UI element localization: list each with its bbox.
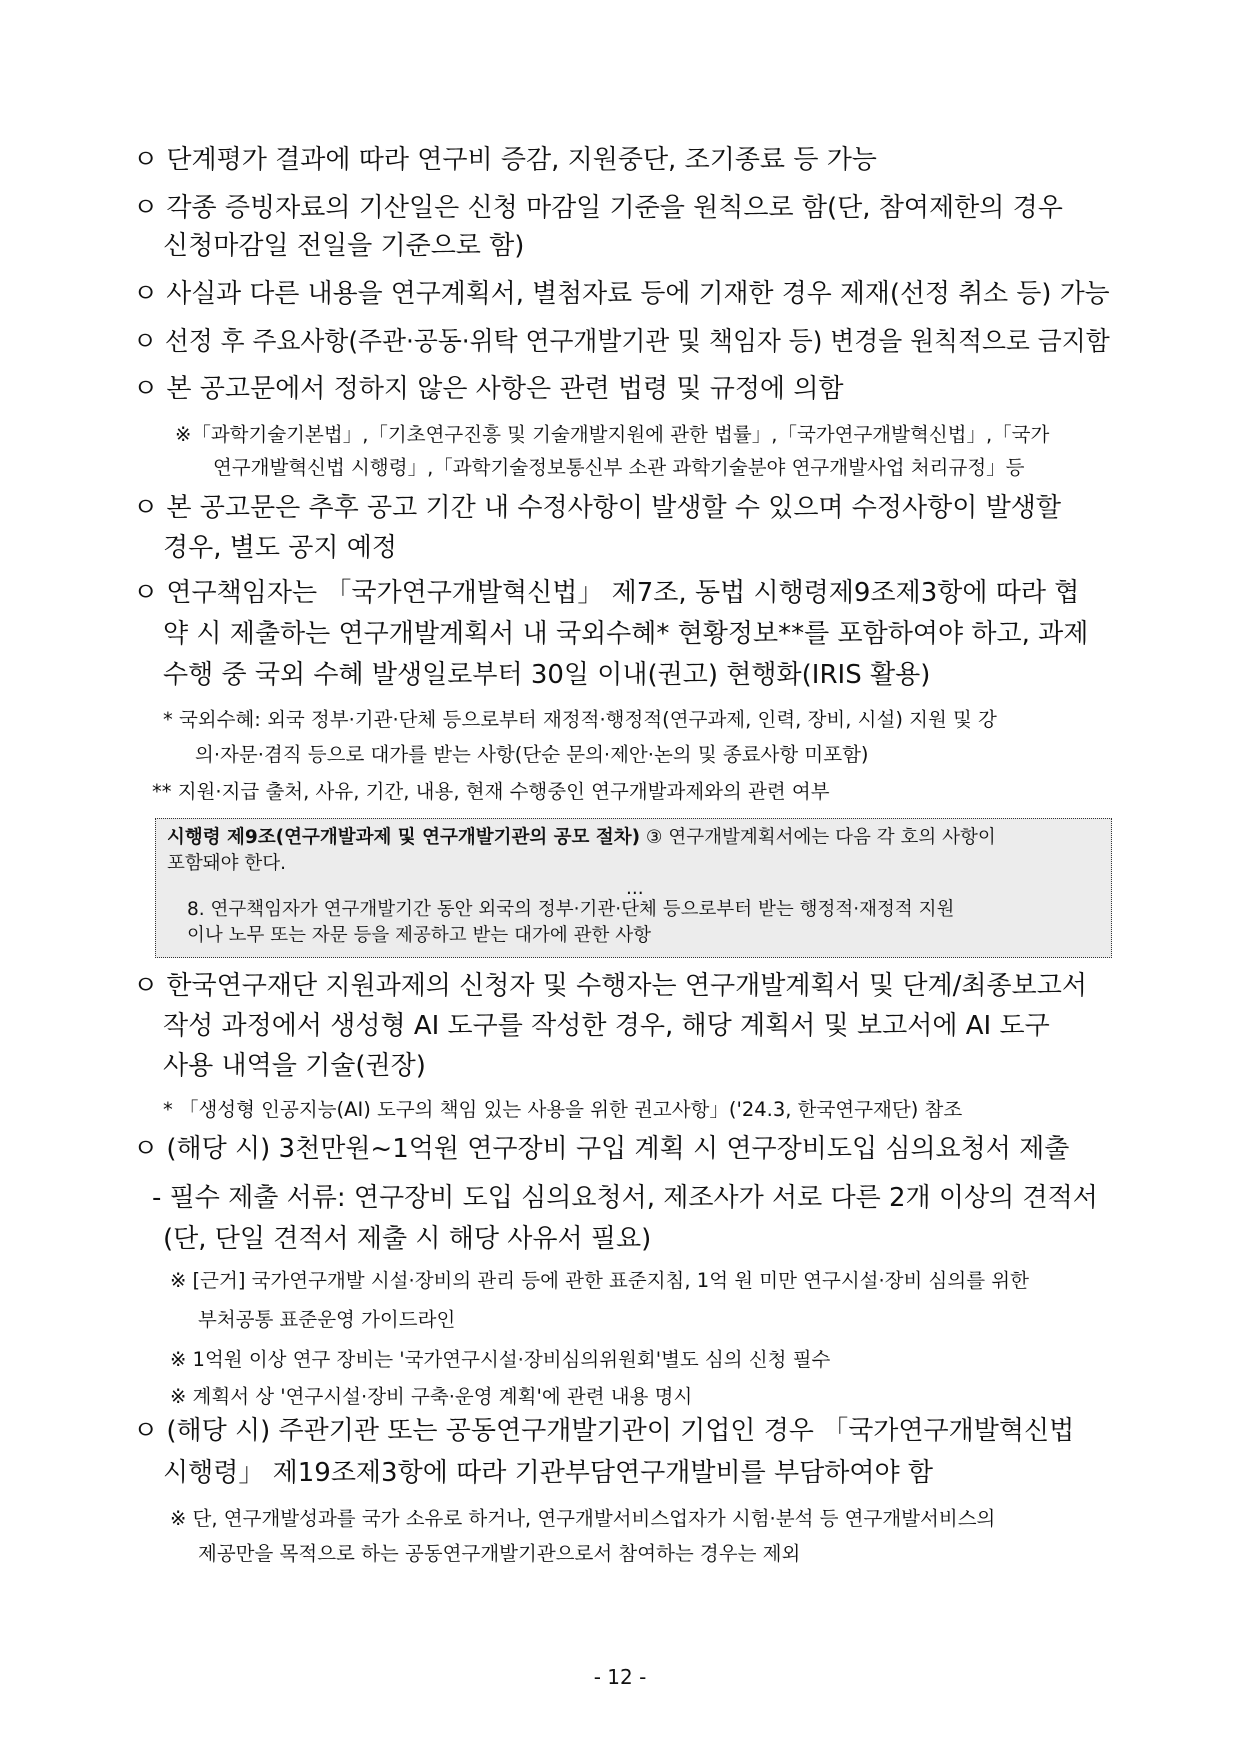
- regulation-box: [155, 818, 1112, 958]
- regulation-box-line2: 포함돼야 한다.: [167, 853, 286, 874]
- note-continuation: 부처공통 표준운영 가이드라인: [198, 1308, 456, 1331]
- note-line: ※ [근거] 국가연구개발 시설·장비의 관리 등에 관한 표준지침, 1억 원 미만 연구시설·장비 심의를 위한: [170, 1269, 1029, 1292]
- note-line: ※ 계획서 상 '연구시설·장비 구축·운영 계획'에 관련 내용 명시: [170, 1385, 693, 1408]
- bullet-line: ㅇ 연구책임자는 「국가연구개발혁신법」 제7조, 동법 시행령제9조제3항에 따라 협: [133, 578, 1080, 608]
- regulation-text: ③ 연구개발계획서에는 다음 각 호의 사항이: [640, 827, 996, 848]
- continuation-line: 수행 중 국외 수혜 발생일로부터 30일 이내(권고) 현행화(IRIS 활용): [163, 660, 931, 690]
- bullet-line: ㅇ (해당 시) 주관기관 또는 공동연구개발기관이 기업인 경우 「국가연구개발혁신법: [133, 1416, 1075, 1446]
- regulation-box-line1: [167, 829, 996, 848]
- dash-line: - 필수 제출 서류: 연구장비 도입 심의요청서, 제조사가 서로 다른 2개 이상의 견적서: [152, 1183, 1098, 1213]
- page-number: - 12 -: [593, 1665, 647, 1689]
- footnote-line: * 국외수혜: 외국 정부·기관·단체 등으로부터 재정적·행정적(연구과제, 인력, 장비, 시설) 지원 및 강: [163, 708, 997, 731]
- continuation-line: 작성 과정에서 생성형 AI 도구를 작성한 경우, 해당 계획서 및 보고서에 AI 도구: [163, 1011, 1050, 1041]
- continuation-line: 신청마감일 전일을 기준으로 함): [163, 231, 525, 261]
- note-line: ※ 1억원 이상 연구 장비는 '국가연구시설·장비심의위원회'별도 심의 신청 필수: [170, 1348, 831, 1371]
- regulation-ellipsis: ...: [626, 878, 644, 899]
- bullet-line: ㅇ 한국연구재단 지원과제의 신청자 및 수행자는 연구개발계획서 및 단계/최종보고서: [133, 971, 1087, 1001]
- note-line: ※「과학기술기본법」,「기초연구진흥 및 기술개발지원에 관한 법률」,「국가연구개발혁신법」,「국가: [175, 423, 1050, 446]
- regulation-item-8: 8. 연구책임자가 연구개발기간 동안 외국의 정부·기관·단체 등으로부터 받는 행정적·재정적 지원: [187, 899, 955, 920]
- bullet-line: ㅇ 선정 후 주요사항(주관·공동·위탁 연구개발기관 및 책임자 등) 변경을 원칙적으로 금지함: [133, 327, 1110, 357]
- continuation-line: (단, 단일 견적서 제출 시 해당 사유서 필요): [163, 1224, 652, 1254]
- bullet-line: ㅇ 본 공고문은 추후 공고 기간 내 수정사항이 발생할 수 있으며 수정사항이 발생할: [133, 493, 1062, 523]
- footnote-line: ** 지원·지급 출처, 사유, 기간, 내용, 현재 수행중인 연구개발과제와의 관련 여부: [152, 780, 830, 803]
- regulation-item-8-continuation: 이나 노무 또는 자문 등을 제공하고 받는 대가에 관한 사항: [187, 925, 651, 946]
- continuation-line: 경우, 별도 공지 예정: [163, 533, 397, 563]
- bullet-line: ㅇ 단계평가 결과에 따라 연구비 증감, 지원중단, 조기종료 등 가능: [133, 145, 877, 175]
- bullet-line: ㅇ 본 공고문에서 정하지 않은 사항은 관련 법령 및 규정에 의함: [133, 374, 844, 404]
- continuation-line: 약 시 제출하는 연구개발계획서 내 국외수혜* 현황정보**를 포함하여야 하고, 과제: [163, 619, 1089, 649]
- footnote-line: * 「생성형 인공지능(AI) 도구의 책임 있는 사용을 위한 권고사항」('24.3, 한국연구재단) 참조: [163, 1098, 963, 1121]
- bullet-line: ㅇ 각종 증빙자료의 기산일은 신청 마감일 기준을 원칙으로 함(단, 참여제한의 경우: [133, 193, 1063, 223]
- bullet-line: ㅇ (해당 시) 3천만원~1억원 연구장비 구입 계획 시 연구장비도입 심의요청서 제출: [133, 1134, 1070, 1164]
- note-line: ※ 단, 연구개발성과를 국가 소유로 하거나, 연구개발서비스업자가 시험·분석 등 연구개발서비스의: [170, 1507, 996, 1530]
- note-continuation: 연구개발혁신법 시행령」,「과학기술정보통신부 소관 과학기술분야 연구개발사업 처리규정」등: [213, 456, 1025, 479]
- continuation-line: 사용 내역을 기술(권장): [163, 1051, 426, 1081]
- note-continuation: 제공만을 목적으로 하는 공동연구개발기관으로서 참여하는 경우는 제외: [198, 1542, 801, 1565]
- regulation-title: 시행령 제9조(연구개발과제 및 연구개발기관의 공모 절차): [167, 827, 641, 848]
- footnote-continuation: 의·자문·겸직 등으로 대가를 받는 사항(단순 문의·제안·논의 및 종료사항 미포함): [195, 743, 869, 766]
- continuation-line: 시행령」 제19조제3항에 따라 기관부담연구개발비를 부담하여야 함: [163, 1458, 933, 1488]
- bullet-line: ㅇ 사실과 다른 내용을 연구계획서, 별첨자료 등에 기재한 경우 제재(선정 취소 등) 가능: [133, 279, 1110, 309]
